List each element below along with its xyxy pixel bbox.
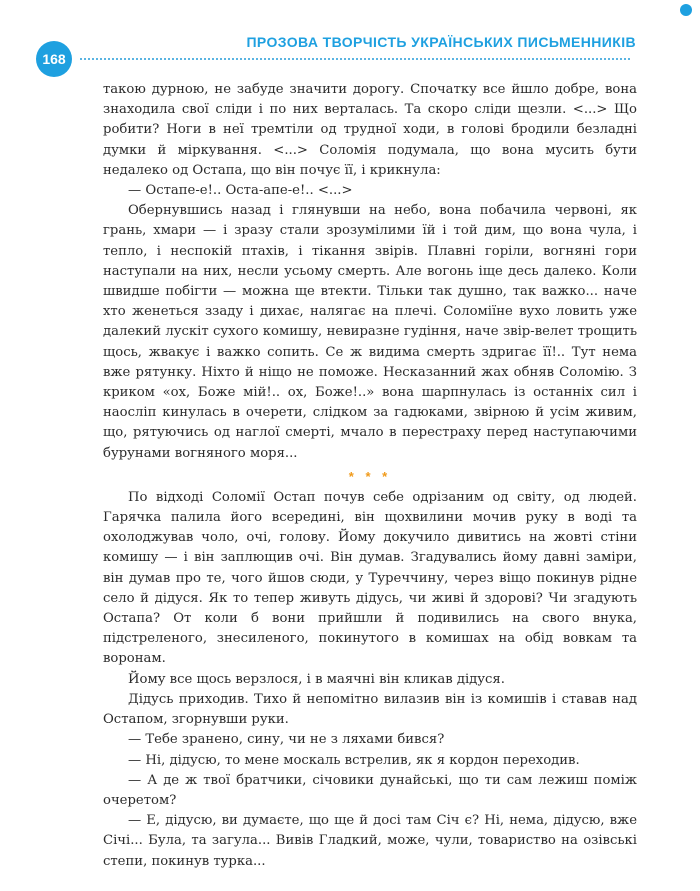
body-text	[103, 80, 637, 872]
paragraph: — А де ж твої братчики, січовики дунайські, що ти сам лежиш поміж очеретом?	[103, 772, 637, 808]
paragraph: такою дурною, не забуде значити дорогу. Спочатку все йшло добре, вона знаходила свої сліди і по них верталась. Та скоро сліди щезли. <...> Що робити? Ноги в неї тремтіли од трудної ходи, в голові бродили безладні думки й міркування. <...> Соломія подумала, що вона мусить бути недалеко од Остапа, що він почує її, і крикнула:	[103, 82, 637, 178]
paragraph: Йому все щось верзлося, і в маячні він кликав дідуся.	[128, 671, 505, 687]
page-number: 168	[36, 41, 72, 77]
running-title: ПРОЗОВА ТВОРЧІСТЬ УКРАЇНСЬКИХ ПИСЬМЕННИКІВ	[246, 34, 636, 50]
paragraph: По відході Соломії Остап почув себе одрізаним од світу, од людей. Гарячка палила його всередині, він щохвилини мочив руку в воді та охолоджував чоло, очі, голову. Йому докучило дивитись на жовті стіни комишу — і він заплющив очі. Він думав. Згадувались йому давні заміри, він думав про те, чого йшов сюди, у Туреччину, через віщо покинув рідне село й дідуся. Як то тепер живуть дідусь, чи живі й здорові? Чи згадують Остапа? От коли б вони прийшли й подивились на свого внука, підстреленого, знесиленого, покинутого в комишах на обід вовкам та воронам.	[103, 489, 637, 667]
paragraph: — Е, дідусю, ви думаєте, що ще й досі там Січ є? Ні, нема, дідусю, вже Січі... Була, та загула... Вивів Гладкий, може, чули, товариство на озівські степи, покинув турка...	[103, 813, 637, 869]
page-header	[0, 0, 700, 80]
paragraph: Обернувшись назад і глянувши на небо, вона побачила червоні, як грань, хмари — і зразу стали зрозумілими їй і той дим, що вона чула, і тепло, і неспокій птахів, і тікання звірів. Плавні горіли, вогняні гори наступали на них, несли усьому смерть. Але вогонь іще десь далеко. Коли швидше побігти — можна ще втекти. Тільки так душно, так важко... наче хто женеться ззаду і дихає, налягає на плечі. Соломіїне вухо ловить уже далекий лускіт сухого комишу, невиразне гудіння, наче звір-велет трощить щось, жвакує і важко сопить. Се ж видима смерть здригає її!.. Тут нема вже рятунку. Ніхто й ніщо не поможе. Несказанний жах обняв Соломію. З криком «ох, Боже мій!.. ох, Боже!..» вона шарпнулась із останніх сил і наосліп кинулась в очерети, слідком за гадюками, звірною й усім живим, що, рятуючись од наглої смерті, мчало в перестраху перед наступаючими бурунами вогняного моря...	[103, 203, 637, 461]
paragraph: Дідусь приходив. Тихо й непомітно вилазив він із комишів і ставав над Остапом, згорнувши руки.	[103, 691, 637, 728]
publisher-logo-icon	[680, 4, 692, 16]
paragraph: — Ні, дідусю, то мене москаль встрелив, як я кордон переходив.	[128, 752, 580, 768]
dotted-rule	[80, 58, 630, 60]
section-separator: * * *	[348, 468, 392, 484]
paragraph: — Тебе зранено, сину, чи не з ляхами бився?	[128, 732, 445, 748]
paragraph: — Остапе-е!.. Оста-апе-е!.. <...>	[128, 183, 353, 199]
